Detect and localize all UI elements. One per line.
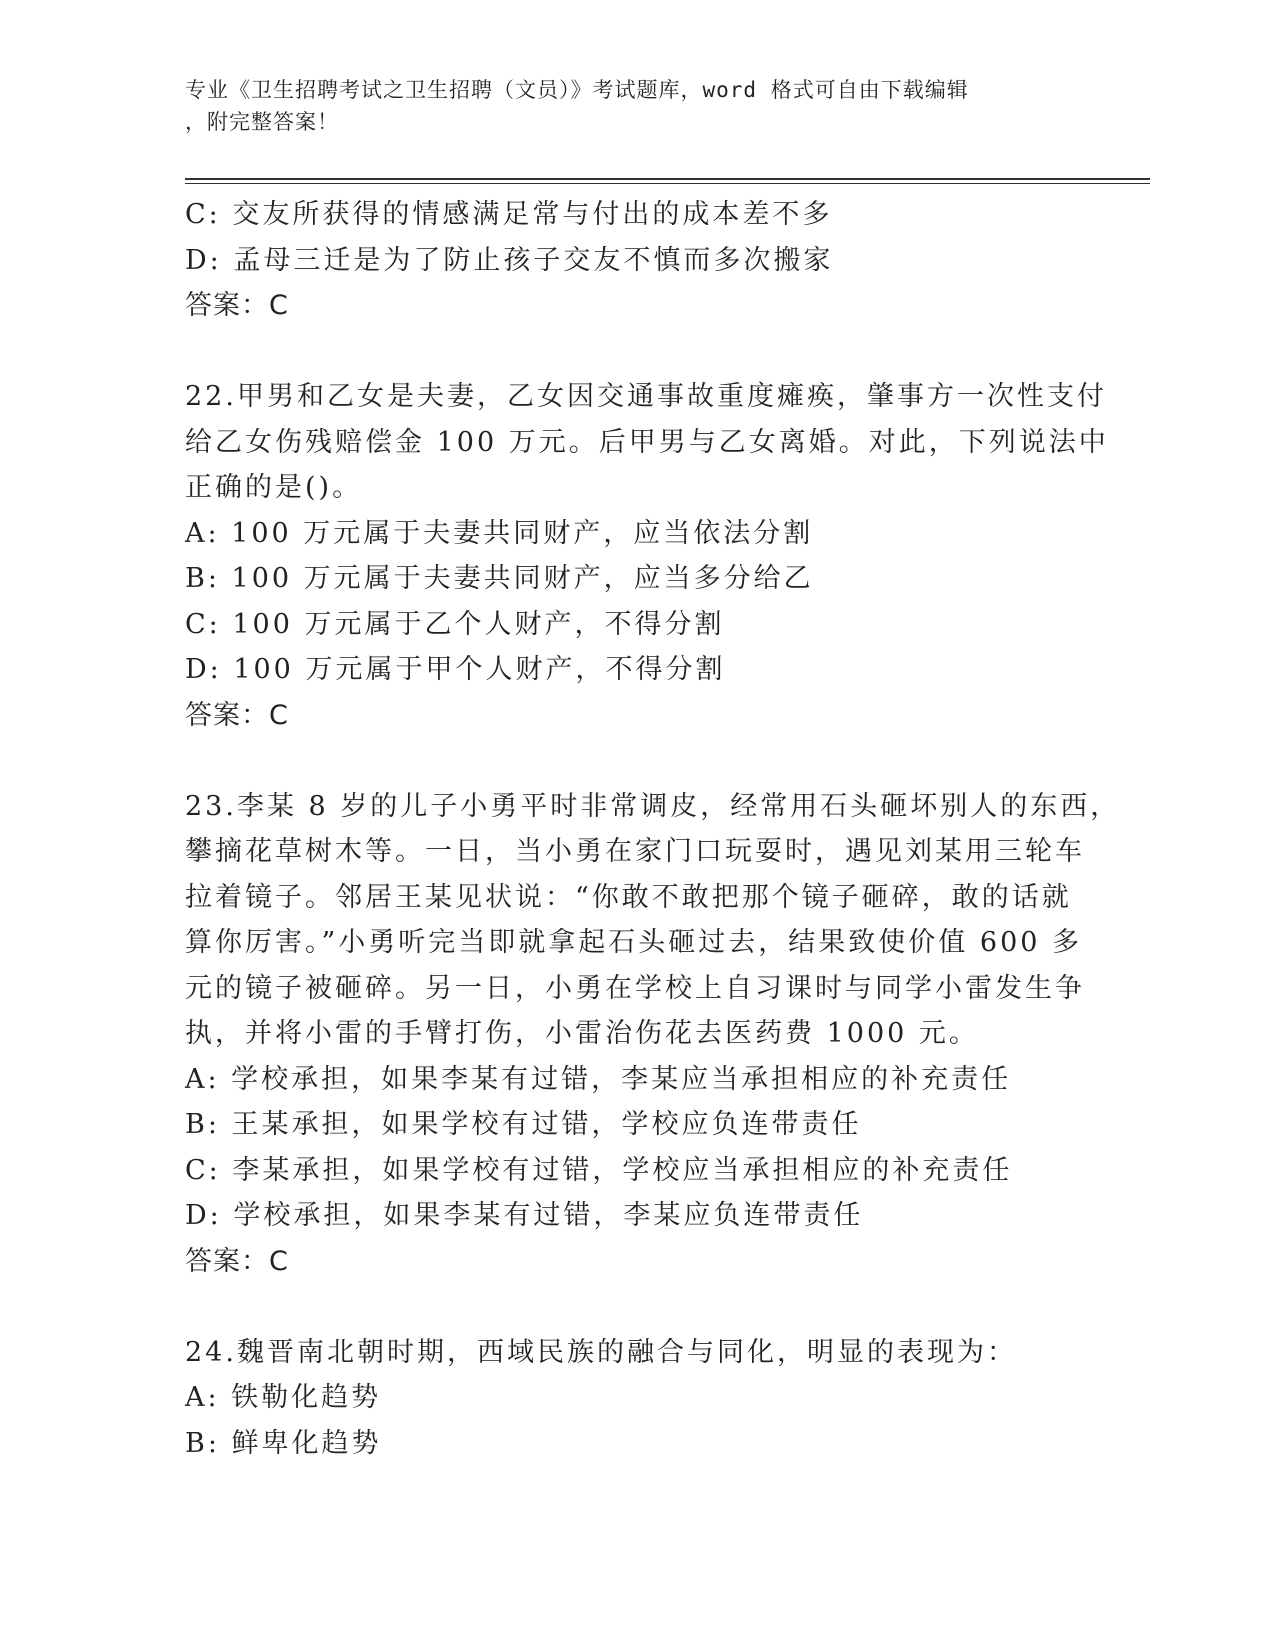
question-23 (185, 784, 1121, 1285)
header-line-2: ，附完整答案！ (185, 110, 339, 134)
answer: 答案：C (185, 699, 289, 731)
question-24 (185, 1330, 1085, 1467)
option-b: B: 王某承担，如果学校有过错，学校应负连带责任 (185, 1109, 862, 1140)
spacer (185, 1284, 1085, 1330)
option-d: D: 100 万元属于甲个人财产，不得分割 (185, 654, 726, 685)
header-line-1: 专业《卫生招聘考试之卫生招聘（文员）》考试题库，word 格式可自由下载编辑 (185, 78, 969, 102)
spacer (185, 738, 1085, 784)
option-d: D: 学校承担，如果李某有过错，李某应负连带责任 (185, 1200, 864, 1231)
question-stem-line: 执，并将小雷的手臂打伤，小雷治伤花去医药费 1000 元。 (185, 1018, 979, 1049)
question-stem-line: 24.魏晋南北朝时期，西域民族的融合与同化，明显的表现为： (185, 1336, 1017, 1368)
header-rule-thick (185, 178, 1150, 180)
answer: 答案：C (185, 1245, 289, 1277)
question-stem-line: 拉着镜子。邻居王某见状说：“你敢不敢把那个镜子砸碎，敢的话就 (185, 881, 1072, 913)
question-stem-line: 给乙女伤残赔偿金 100 万元。后甲男与乙女离婚。对此，下列说法中 (185, 426, 1109, 458)
question-stem-line: 22.甲男和乙女是夫妻，乙女因交通事故重度瘫痪，肇事方一次性支付 (185, 381, 1107, 412)
option-a: A: 铁勒化趋势 (185, 1382, 382, 1413)
option-a: A: 100 万元属于夫妻共同财产，应当依法分割 (185, 517, 814, 549)
option-c: C: 交友所获得的情感满足常与付出的成本差不多 (185, 199, 833, 230)
document-header (185, 74, 1065, 138)
document-body (185, 192, 1121, 1466)
option-b: B: 鲜卑化趋势 (185, 1427, 382, 1459)
question-stem-line: 元的镜子被砸碎。另一日，小勇在学校上自习课时与同学小雷发生争 (185, 972, 1085, 1004)
question-22 (185, 374, 1109, 738)
option-d: D: 孟母三迁是为了防止孩子交友不慎而多次搬家 (185, 244, 834, 276)
question-stem-line: 正确的是()。 (185, 472, 363, 503)
option-b: B: 100 万元属于夫妻共同财产，应当多分给乙 (185, 563, 814, 594)
question-21-tail (185, 192, 1085, 329)
question-stem-line: 攀摘花草树木等。一日，当小勇在家门口玩耍时，遇见刘某用三轮车 (185, 836, 1085, 867)
header-rule-thin (185, 183, 1150, 184)
option-c: C: 100 万元属于乙个人财产，不得分割 (185, 608, 725, 640)
answer: 答案：C (185, 290, 289, 321)
option-c: C: 李某承担，如果学校有过错，学校应当承担相应的补充责任 (185, 1154, 1013, 1186)
option-a: A: 学校承担，如果李某有过错，李某应当承担相应的补充责任 (185, 1063, 1012, 1095)
question-stem-line: 算你厉害。”小勇听完当即就拿起石头砸过去，结果致使价值 600 多 (185, 927, 1083, 958)
spacer (185, 329, 1085, 375)
question-stem-line: 23.李某 8 岁的儿子小勇平时非常调皮，经常用石头砸坏别人的东西， (185, 790, 1121, 822)
